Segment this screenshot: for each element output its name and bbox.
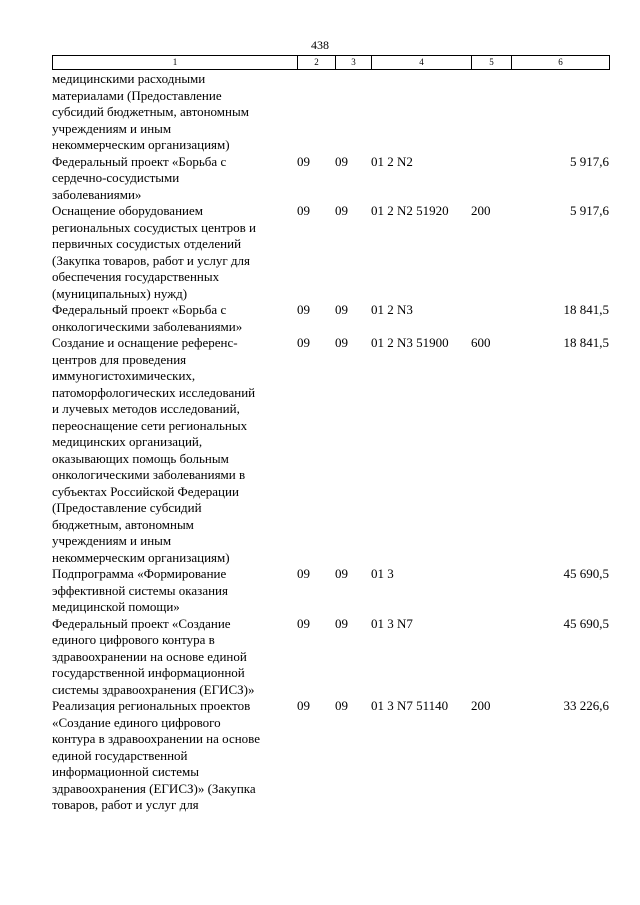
row-target-code: 01 2 N2 51920 — [371, 203, 449, 218]
row-name: Реализация региональных проектов «Создание единого цифрового контура в здравоохранении на основе единой государственной информационной системы здравоохранения (ЕГИСЗ)» (Закупка товаров, работ и услуг для — [52, 698, 261, 812]
table-row — [52, 566, 612, 616]
row-amount: 5 917,6 — [570, 153, 609, 169]
row-name: Федеральный проект «Создание единого цифрового контура в здравоохранении на основе единой государственной информационной системы здравоохранения (ЕГИСЗ)» — [52, 615, 255, 697]
row-amount: 45 690,5 — [563, 566, 609, 581]
table-row — [52, 71, 612, 154]
row-section: 09 — [297, 335, 310, 350]
row-subsection: 09 — [335, 302, 348, 317]
column-header-5: 5 — [472, 56, 512, 70]
column-header-row — [53, 56, 610, 70]
row-expense-type: 600 — [471, 335, 491, 350]
column-header-1: 1 — [53, 56, 298, 70]
row-expense-type — [471, 302, 511, 335]
column-header-3: 3 — [336, 56, 372, 70]
row-amount: 5 917,6 — [570, 203, 609, 218]
row-target-code: 01 3 N7 51140 — [371, 698, 449, 713]
row-section: 09 — [297, 615, 310, 631]
row-amount: 18 841,5 — [563, 335, 609, 350]
table-row — [52, 616, 612, 699]
row-section: 09 — [297, 566, 310, 581]
row-name: Федеральный проект «Борьба с сердечно-сосудистыми заболеваниями» — [52, 153, 227, 202]
row-section: 09 — [297, 203, 310, 218]
column-header-2: 2 — [298, 56, 336, 70]
row-target-code: 01 2 N3 — [371, 302, 413, 317]
row-subsection: 09 — [335, 203, 348, 218]
row-name: Федеральный проект «Борьба с онкологическими заболеваниями» — [52, 302, 243, 334]
table-row — [52, 698, 612, 814]
row-expense-type: 200 — [471, 698, 491, 713]
column-header-4: 4 — [372, 56, 472, 70]
column-header-table — [52, 55, 610, 70]
table-row — [52, 302, 612, 335]
row-section: 09 — [297, 153, 310, 169]
row-target-code: 01 3 — [371, 566, 394, 581]
column-header-6: 6 — [512, 56, 610, 70]
table-row — [52, 203, 612, 302]
row-name: Создание и оснащение референс- центров для проведения иммуногистохимических, патоморфологических исследований и лучевых методов исследований, переоснащение сети региональных медицинских организаций, оказывающих помощь больным онкологическими заболеваниями в субъектах Российской Федерации (Предоставление субсидий бюджетным, автономным учреждениям и иным некоммерческим организациям) — [52, 335, 256, 565]
row-section: 09 — [297, 698, 310, 713]
row-name: медицинскими расходными материалами (Предоставление субсидий бюджетным, автономным учреждениям и иным некоммерческим организациям) — [52, 71, 249, 152]
row-name: Оснащение оборудованием региональных сосудистых центров и первичных сосудистых отделений (Закупка товаров, работ и услуг для обеспечения государственных (муниципальных) нужд) — [52, 203, 257, 301]
row-subsection: 09 — [335, 153, 348, 169]
row-expense-type — [471, 154, 511, 204]
row-amount — [511, 71, 609, 154]
row-subsection — [335, 71, 371, 154]
row-target-code — [371, 71, 471, 154]
row-target-code: 01 2 N3 51900 — [371, 335, 449, 350]
row-name: Подпрограмма «Формирование эффективной системы оказания медицинской помощи» — [52, 566, 228, 614]
row-section: 09 — [297, 302, 310, 317]
row-subsection: 09 — [335, 335, 348, 350]
row-expense-type — [471, 71, 511, 154]
row-target-code: 01 2 N2 — [371, 153, 413, 169]
row-amount: 33 226,6 — [563, 698, 609, 713]
budget-table-body — [52, 71, 612, 814]
row-amount: 18 841,5 — [563, 302, 609, 317]
page-number: 438 — [311, 38, 329, 52]
row-subsection: 09 — [335, 615, 348, 631]
row-target-code: 01 3 N7 — [371, 615, 413, 631]
row-section — [297, 71, 335, 154]
row-expense-type: 200 — [471, 203, 491, 218]
row-subsection: 09 — [335, 566, 348, 581]
row-subsection: 09 — [335, 698, 348, 713]
row-expense-type — [471, 566, 511, 616]
row-expense-type — [471, 616, 511, 699]
table-row — [52, 154, 612, 204]
row-amount: 45 690,5 — [563, 615, 609, 631]
table-row — [52, 335, 612, 566]
